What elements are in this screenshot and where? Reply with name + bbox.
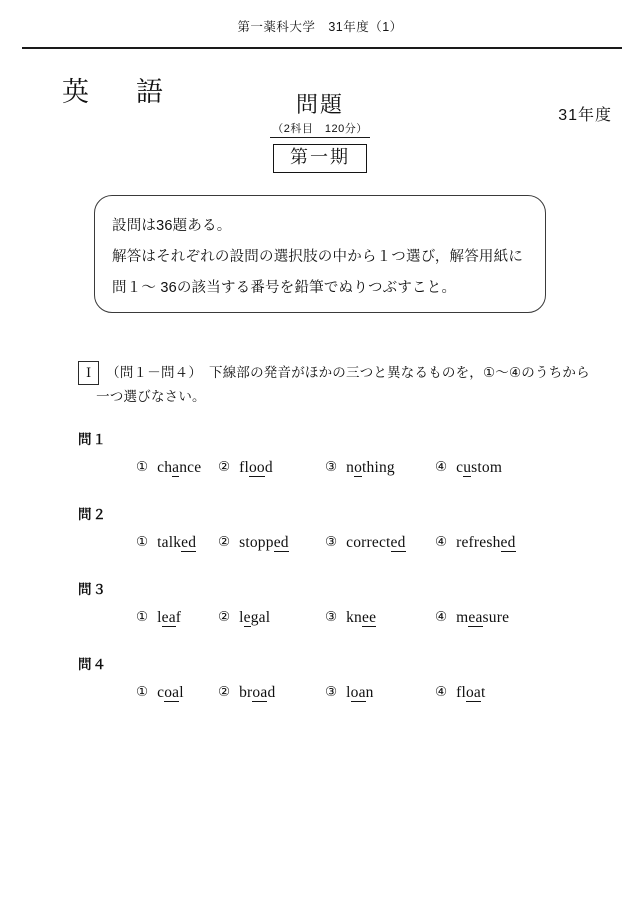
option-underlined-part: ea	[468, 609, 483, 626]
option-underlined-part: a	[172, 459, 180, 476]
option-number: ①	[136, 684, 149, 700]
running-head: 第一薬科大学 31年度（1）	[237, 20, 403, 34]
question-label: 問２	[78, 507, 107, 522]
question-options	[78, 459, 598, 485]
option-underlined-part: oa	[164, 684, 180, 701]
option-word: nothing	[346, 459, 395, 476]
option-word: legal	[239, 609, 271, 626]
option-number: ③	[325, 609, 338, 625]
option-underlined-part: ee	[362, 609, 377, 626]
instruction-text	[112, 211, 542, 304]
option-word: loan	[346, 684, 374, 701]
section-marker: Ⅰ	[78, 361, 99, 385]
option-choice[interactable]	[435, 684, 486, 702]
option-number: ④	[435, 459, 448, 475]
question-options	[78, 684, 598, 710]
option-underlined-part: u	[463, 459, 472, 476]
option-number: ①	[136, 534, 149, 550]
option-word: knee	[346, 609, 377, 626]
option-choice[interactable]	[136, 534, 196, 552]
option-number: ③	[325, 459, 338, 475]
option-number: ①	[136, 609, 149, 625]
option-underlined-part: oo	[248, 459, 265, 476]
option-choice[interactable]	[325, 684, 374, 702]
option-choice[interactable]	[435, 534, 516, 552]
option-number: ③	[325, 684, 338, 700]
question-block	[78, 578, 598, 635]
question-block	[78, 428, 598, 485]
option-word: flood	[239, 459, 273, 476]
option-choice[interactable]	[218, 684, 275, 702]
option-choice[interactable]	[435, 609, 509, 627]
option-underlined-part: oa	[350, 684, 366, 701]
question-label: 問３	[78, 582, 107, 597]
section-header	[78, 361, 598, 409]
option-underlined-part: ed	[500, 534, 516, 551]
option-underlined-part: oa	[252, 684, 268, 701]
option-number: ④	[435, 609, 448, 625]
option-number: ②	[218, 609, 231, 625]
exam-subject-count: （2科目 120分）	[270, 120, 369, 138]
section-instruction	[96, 361, 590, 409]
option-number: ②	[218, 534, 231, 550]
question-block	[78, 503, 598, 560]
question-options	[78, 534, 598, 560]
exam-title: 問題	[295, 92, 344, 117]
option-word: measure	[456, 609, 510, 626]
question-block	[78, 653, 598, 710]
option-word: corrected	[346, 534, 406, 551]
option-underlined-part: ed	[273, 534, 289, 551]
exam-year: 31年度	[558, 107, 612, 124]
option-word: leaf	[157, 609, 182, 626]
option-underlined-part: ed	[390, 534, 406, 551]
question-options	[78, 609, 598, 635]
option-word: talked	[157, 534, 197, 551]
option-choice[interactable]	[218, 609, 270, 627]
option-choice[interactable]	[136, 609, 181, 627]
option-word: stopped	[239, 534, 289, 551]
instruction-line-3: 問１～ 36の該当する番号を鉛筆でぬりつぶすこと。	[112, 280, 457, 296]
option-choice[interactable]	[218, 459, 273, 477]
instruction-line-1: 設問は36題ある。	[112, 218, 232, 234]
option-underlined-part: oa	[465, 684, 482, 701]
instruction-line-2: 解答はそれぞれの設問の選択肢の中から１つ選び，解答用紙に	[112, 249, 524, 265]
exam-title-block	[0, 92, 640, 173]
option-choice[interactable]	[325, 459, 395, 477]
option-underlined-part: e	[243, 609, 251, 626]
option-number: ②	[218, 684, 231, 700]
option-underlined-part: ea	[161, 609, 176, 626]
header-rule	[22, 47, 622, 49]
option-number: ②	[218, 459, 231, 475]
subject-title: 英 語	[62, 77, 173, 107]
option-word: custom	[456, 459, 503, 476]
option-word: coal	[157, 684, 184, 701]
option-number: ③	[325, 534, 338, 550]
question-label: 問１	[78, 432, 107, 447]
section-instruction-line-2: 一つ選びなさい。	[96, 389, 206, 404]
option-word: chance	[157, 459, 202, 476]
exam-term-badge: 第一期	[273, 144, 367, 173]
option-word: float	[456, 684, 486, 701]
option-choice[interactable]	[136, 684, 184, 702]
option-number: ④	[435, 534, 448, 550]
question-label: 問４	[78, 657, 107, 672]
option-number: ④	[435, 684, 448, 700]
option-number: ①	[136, 459, 149, 475]
option-choice[interactable]	[325, 609, 376, 627]
option-choice[interactable]	[325, 534, 406, 552]
option-word: refreshed	[456, 534, 516, 551]
option-underlined-part: ed	[181, 534, 197, 551]
option-word: broad	[239, 684, 276, 701]
option-choice[interactable]	[435, 459, 502, 477]
option-choice[interactable]	[136, 459, 201, 477]
section-instruction-line-1: （問１－問４） 下線部の発音がほかの三つと異なるものを，①～④のうちから	[106, 365, 590, 380]
option-underlined-part: o	[354, 459, 363, 476]
option-choice[interactable]	[218, 534, 289, 552]
